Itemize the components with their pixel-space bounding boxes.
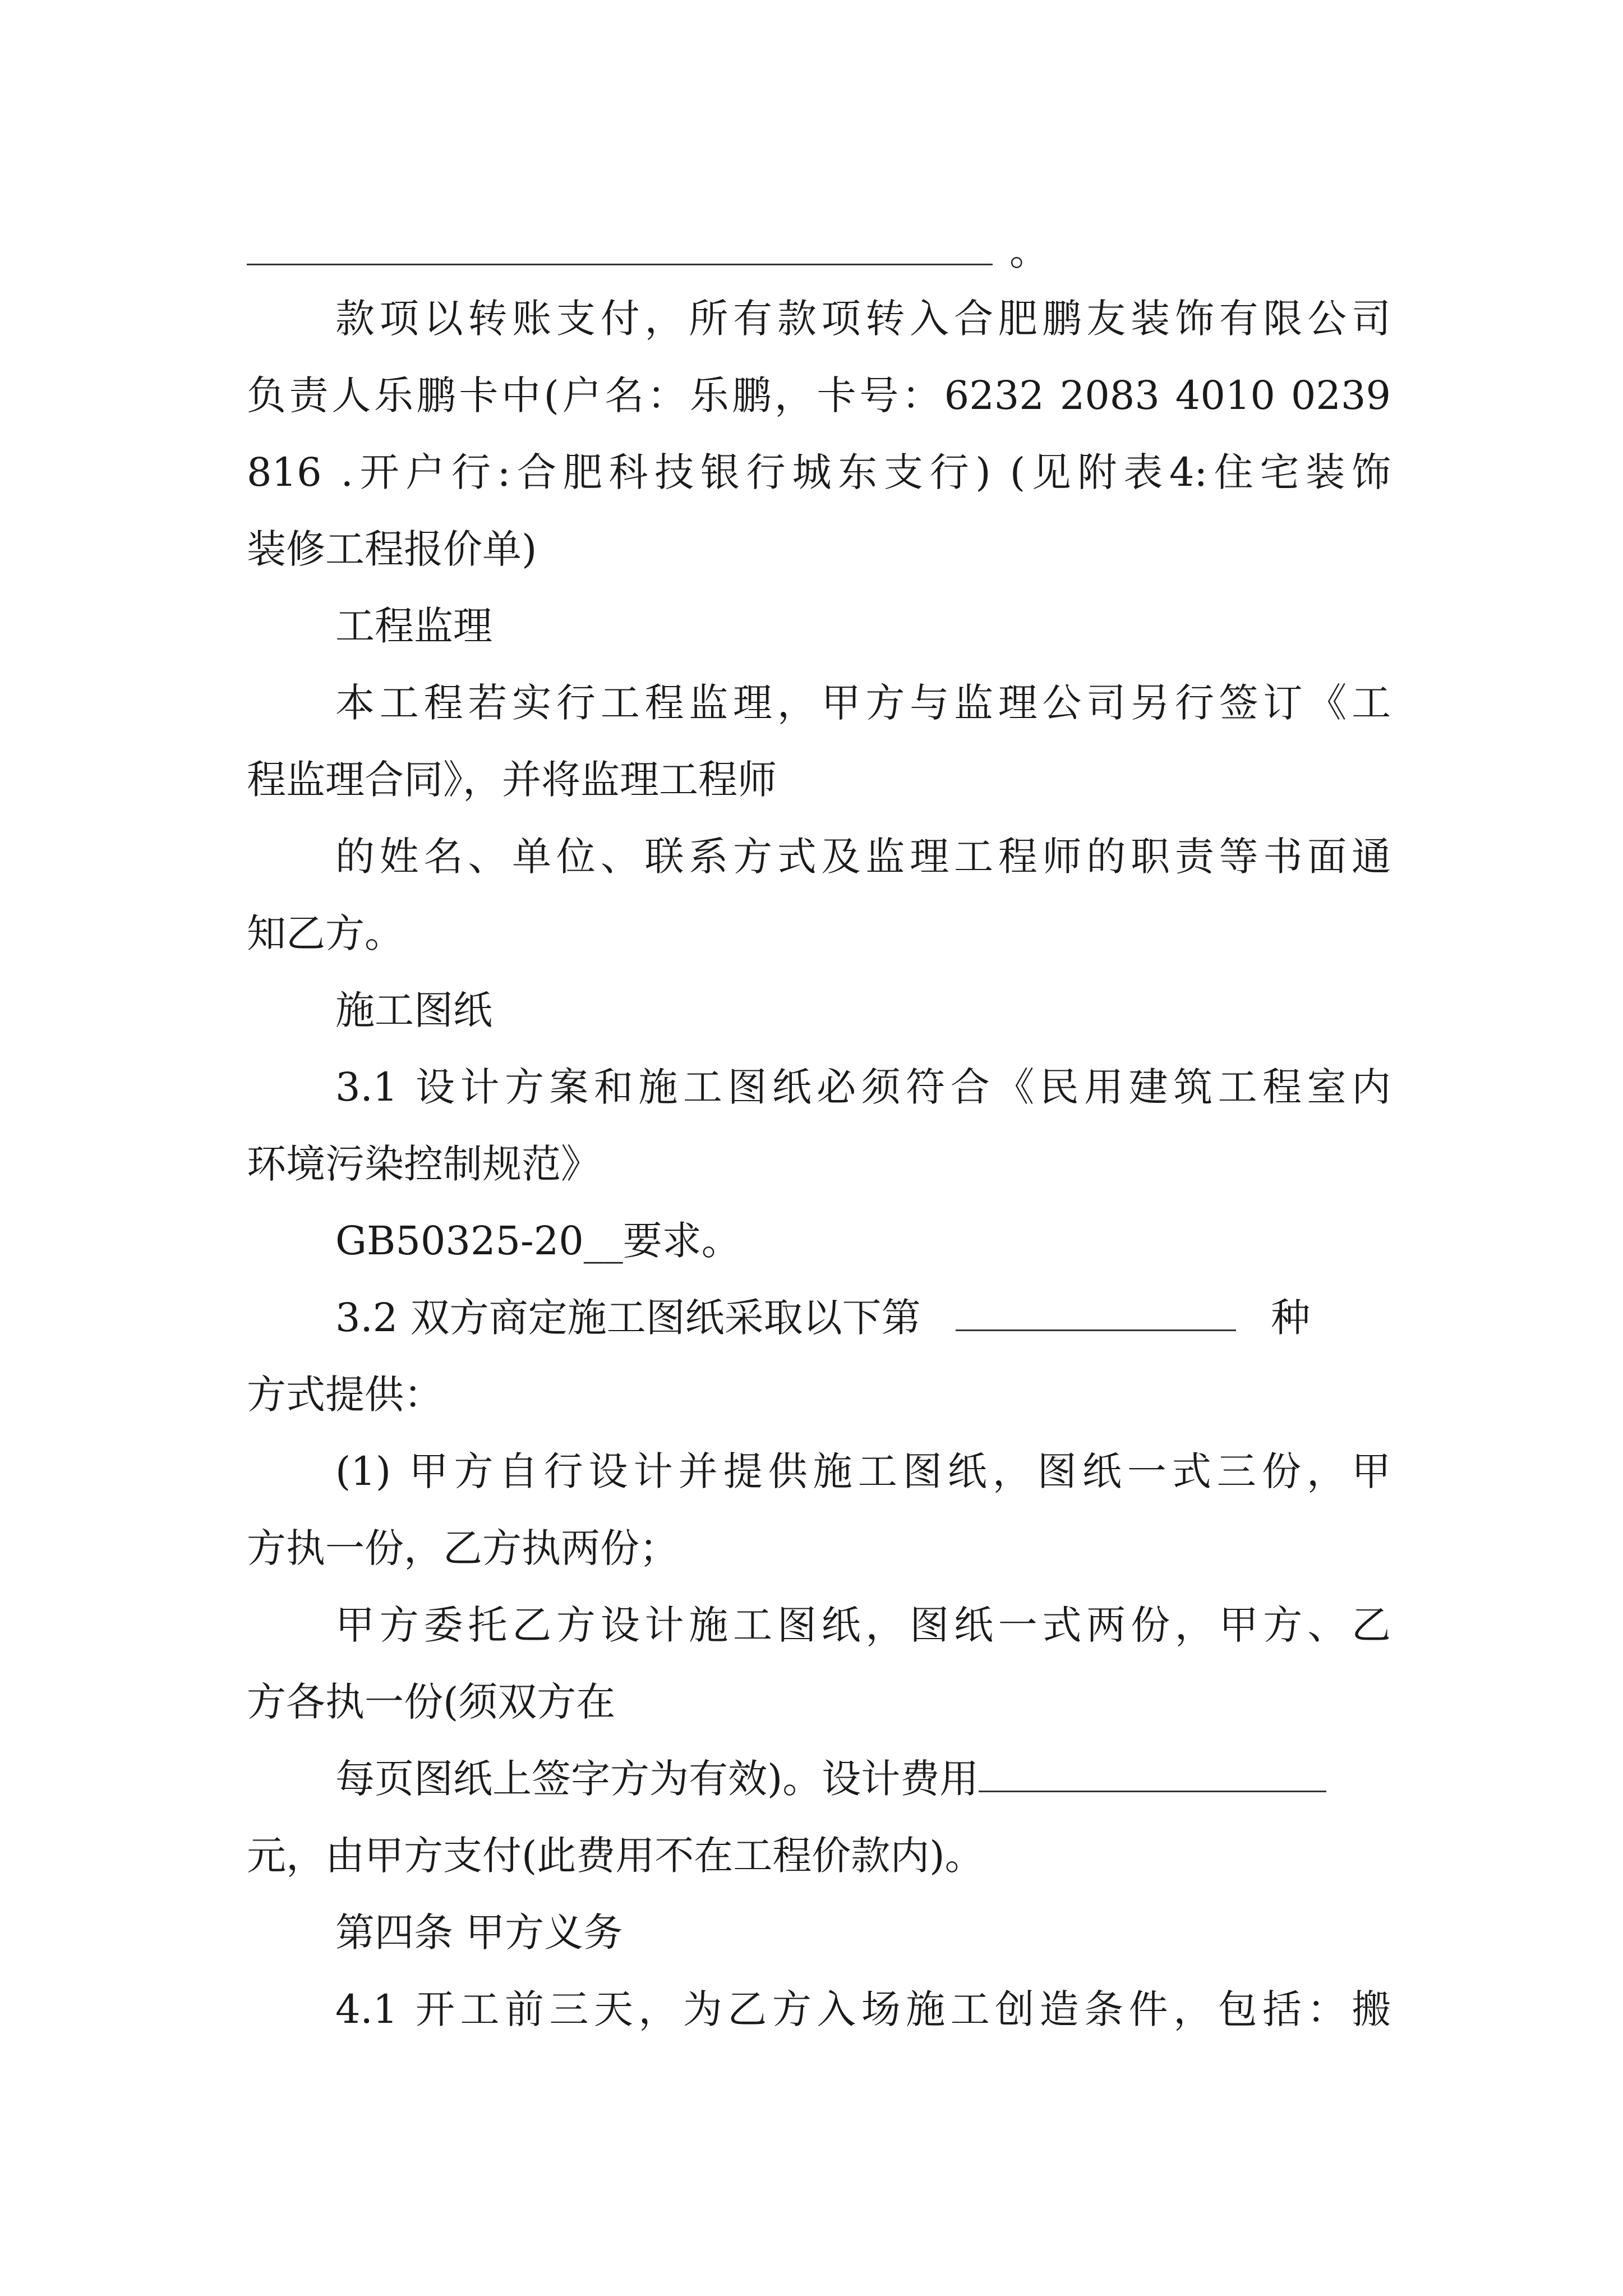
paragraph-line: 环境污染控制规范》 bbox=[247, 1141, 600, 1187]
paragraph-line: 4.1 开工前三天，为乙方入场施工创造条件，包括：搬 bbox=[335, 1986, 1391, 2032]
paragraph-line: 装修工程报价单) bbox=[247, 526, 537, 572]
paragraph-line: 方式提供： bbox=[247, 1372, 443, 1418]
period-mark: 。 bbox=[1009, 228, 1049, 274]
fill-in-blank-line bbox=[247, 264, 993, 265]
paragraph-line: 816 .开户行:合肥科技银行城东支行) (见附表4:住宅装饰 bbox=[247, 449, 1391, 495]
section-heading: 工程监理 bbox=[335, 603, 492, 649]
paragraph-line bbox=[335, 1284, 1391, 1351]
paragraph-line bbox=[335, 1745, 1391, 1812]
paragraph-line: 款项以转账支付，所有款项转入合肥鹏友装饰有限公司 bbox=[335, 296, 1391, 342]
clause-text: 3.2 双方商定施工图纸采取以下第 bbox=[335, 1295, 921, 1341]
paragraph-line: GB50325-20__要求。 bbox=[335, 1218, 741, 1264]
paragraph-line: 甲方委托乙方设计施工图纸，图纸一式两份，甲方、乙 bbox=[335, 1602, 1391, 1648]
paragraph-line: (1) 甲方自行设计并提供施工图纸，图纸一式三份，甲 bbox=[335, 1448, 1391, 1494]
section-heading: 施工图纸 bbox=[335, 987, 492, 1033]
clause-text: 种 bbox=[1271, 1295, 1311, 1341]
paragraph-line: 知乙方。 bbox=[247, 910, 404, 956]
fill-in-blank[interactable] bbox=[956, 1286, 1236, 1331]
fill-in-blank[interactable] bbox=[979, 1747, 1326, 1792]
paragraph-line: 的姓名、单位、联系方式及监理工程师的职责等书面通 bbox=[335, 834, 1391, 880]
paragraph-line: 本工程若实行工程监理，甲方与监理公司另行签订《工 bbox=[335, 680, 1391, 726]
paragraph-line: 程监理合同》，并将监理工程师 bbox=[247, 757, 777, 803]
paragraph-line: 方各执一份(须双方在 bbox=[247, 1679, 616, 1725]
clause-text: 每页图纸上签字方为有效)。设计费用 bbox=[335, 1756, 979, 1802]
section-heading: 第四条 甲方义务 bbox=[335, 1910, 623, 1955]
paragraph-line: 3.1 设计方案和施工图纸必须符合《民用建筑工程室内 bbox=[335, 1064, 1391, 1110]
paragraph-line: 负责人乐鹏卡中(户名：乐鹏，卡号：6232 2083 4010 0239 bbox=[247, 372, 1391, 418]
paragraph-line: 元，由甲方支付(此费用不在工程价款内)。 bbox=[247, 1833, 984, 1879]
paragraph-line: 方执一份，乙方执两份； bbox=[247, 1525, 679, 1571]
